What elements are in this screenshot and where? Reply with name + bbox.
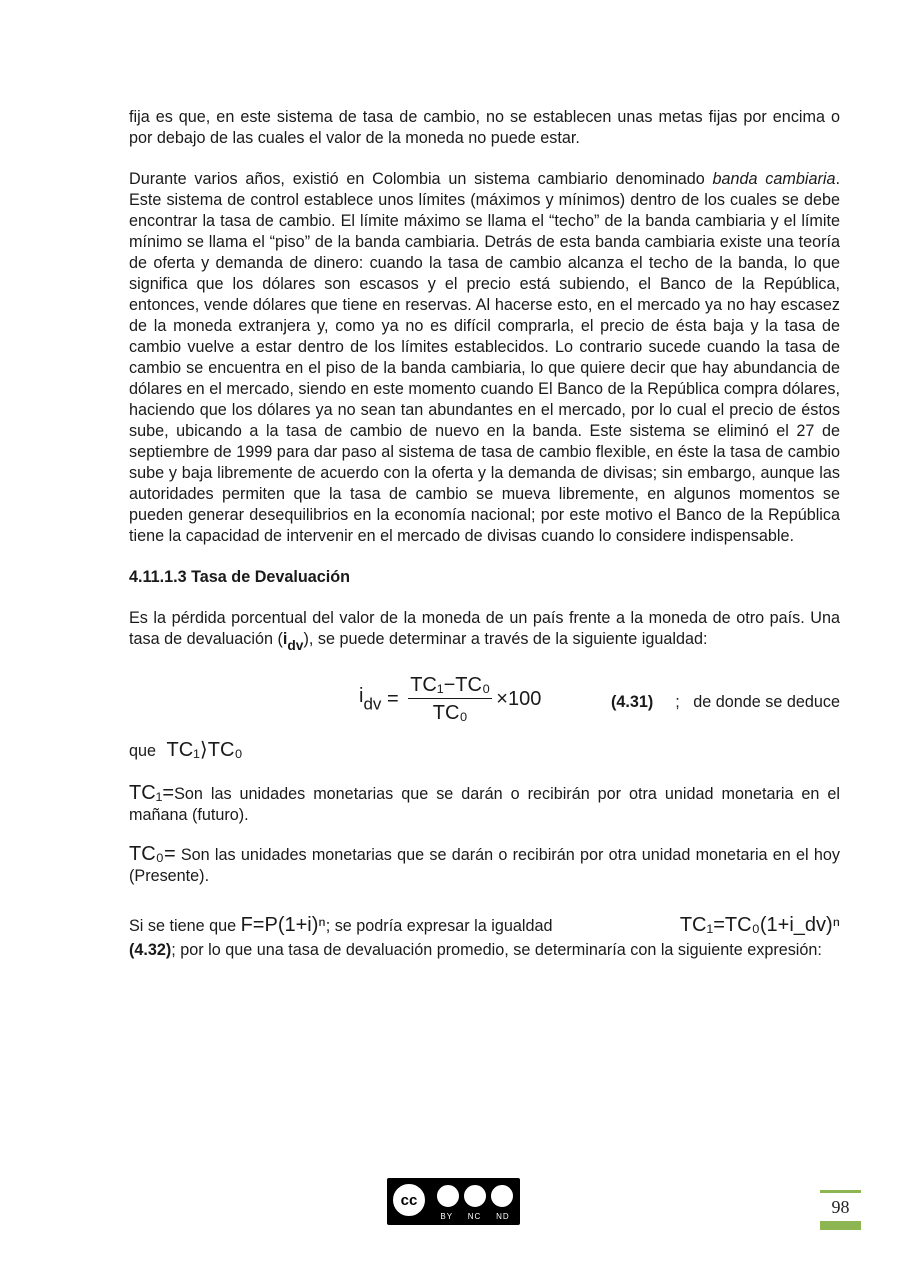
term-banda-cambiaria: banda cambiaria xyxy=(712,170,836,188)
definition-tc1-text: Son las unidades monetarias que se darán o recibirán por otra unidad monetaria en el mañana (futuro). xyxy=(129,785,840,825)
text-run: Durante varios años, existió en Colombia un sistema cambiario denominado xyxy=(129,170,713,188)
formula-4-32: TC₁=TC₀(1+i_dv)ⁿ xyxy=(679,914,840,937)
paragraph-banda-cambiaria xyxy=(129,169,840,547)
page-number: 98 xyxy=(831,1197,850,1217)
text-run: Es la pérdida porcentual del valor de la moneda de un país frente a la moneda de otro país. Una tasa de devaluación ( xyxy=(129,609,840,648)
license-by-label: BY xyxy=(440,1212,454,1221)
nd-icon xyxy=(489,1183,515,1209)
definition-tc0-text: Son las unidades monetarias que se darán o recibirán por otra unidad monetaria en el hoy (Presente). xyxy=(129,846,845,886)
paragraph-intro: fija es que, en este sistema de tasa de cambio, no se establecen unas metas fijas por encima o por debajo de las cuales el valor de la moneda no puede estar. xyxy=(129,108,840,147)
license-nd-label: ND xyxy=(496,1212,510,1221)
symbol-tc1: TC₁= xyxy=(129,782,175,805)
si-line xyxy=(129,911,840,940)
symbol-tc0: TC₀= xyxy=(129,843,176,866)
paragraph-definition xyxy=(129,608,840,656)
formula-equals: = xyxy=(381,688,405,711)
by-icon xyxy=(435,1183,461,1209)
section-heading: 4.11.1.3 Tasa de Devaluación xyxy=(129,568,351,586)
si-text-b: ; se podría expresar la igualdad xyxy=(325,917,553,936)
formula-compound: F=P(1+i)ⁿ xyxy=(240,914,326,937)
nc-icon xyxy=(462,1183,488,1209)
que-word: que xyxy=(129,742,157,761)
paragraph-4-32 xyxy=(129,940,840,961)
equation-ref-4-32: (4.32) xyxy=(129,941,172,960)
definition-tc1 xyxy=(129,783,840,826)
text-run: . Este sistema de control establece unos límites (máximos y mínimos) dentro de los cuales se debe encontrar la tasa de cambio. El límite máximo se llama el “techo” de la banda cambiaria y el límite mínimo se llama el “piso” de la banda cambiaria. Detrás de esta banda cambiaria existe una teoría de oferta y demanda de dinero: cuando la tasa de cambio alcanza el techo de la banda, lo que significa que los dólares son escasos y el precio está subiendo, el Banco de la República, entonces, vende dólares que tiene en reservas. Al hacerse esto, en el mercado ya no hay escasez de la moneda extranjera y, como ya no es difícil comprarla, el precio de ésta baja y la tasa de cambio vuelve a estar dentro de los límites establecidos. Lo contrario sucede cuando la tasa de cambio se encuentra en el piso de la banda cambiaria, lo que quiere decir que hay abundancia de dólares en el mercado, siendo en este momento cuando El Banco de la República compra dólares, haciendo que los dólares ya no sean tan abundantes en el mercado, por lo cual el precio de éstos sube, ubicando a la tasa de cambio de nuevo en la banda. Este sistema se eliminó el 27 de septiembre de 1999 para dar paso al sistema de tasa de cambio flexible, en éste la tasa de cambio sube y baja libremente de acuerdo con la oferta y la demanda de divisas; sin embargo, aunque las autoridades permiten que la tasa de cambio se mueva libremente, en algunos momentos se pueden generar desequilibrios en la economía nacional; por este motivo el Banco de la República tiene la capacidad de intervenir en el mercado de divisas cuando lo considere indispensable. xyxy=(129,170,840,545)
symbol-idv: $i_{dv}$ xyxy=(282,630,304,654)
formula-fraction xyxy=(408,672,492,727)
text-run: ), se puede determinar a través de la siguiente igualdad: xyxy=(303,630,708,648)
que-expression: TC₁⟩TC₀ xyxy=(166,739,243,762)
si-text-a: Si se tiene que xyxy=(129,917,241,936)
cc-license-badge xyxy=(387,1178,520,1225)
page-content xyxy=(129,107,845,961)
formula-numerator: TC₁−TC₀ xyxy=(408,672,492,699)
formula-tail-text: ; de donde se deduce xyxy=(675,693,840,712)
formula-times: ×100 xyxy=(496,688,542,711)
definition-tc0 xyxy=(129,843,845,887)
paragraph-4-32-text: ; por lo que una tasa de devaluación promedio, se determinaría con la siguiente expresión: xyxy=(171,941,822,960)
cc-icon: cc xyxy=(390,1181,428,1219)
page-number-box xyxy=(820,1190,861,1230)
formula-lhs: $i_{dv}$ xyxy=(359,684,382,714)
page-number-rule-bottom xyxy=(820,1221,861,1230)
formula-denominator: TC₀ xyxy=(432,702,468,725)
formula-4-31 xyxy=(129,672,840,744)
equation-ref: (4.31) xyxy=(610,693,654,712)
license-nc-label: NC xyxy=(467,1212,482,1221)
